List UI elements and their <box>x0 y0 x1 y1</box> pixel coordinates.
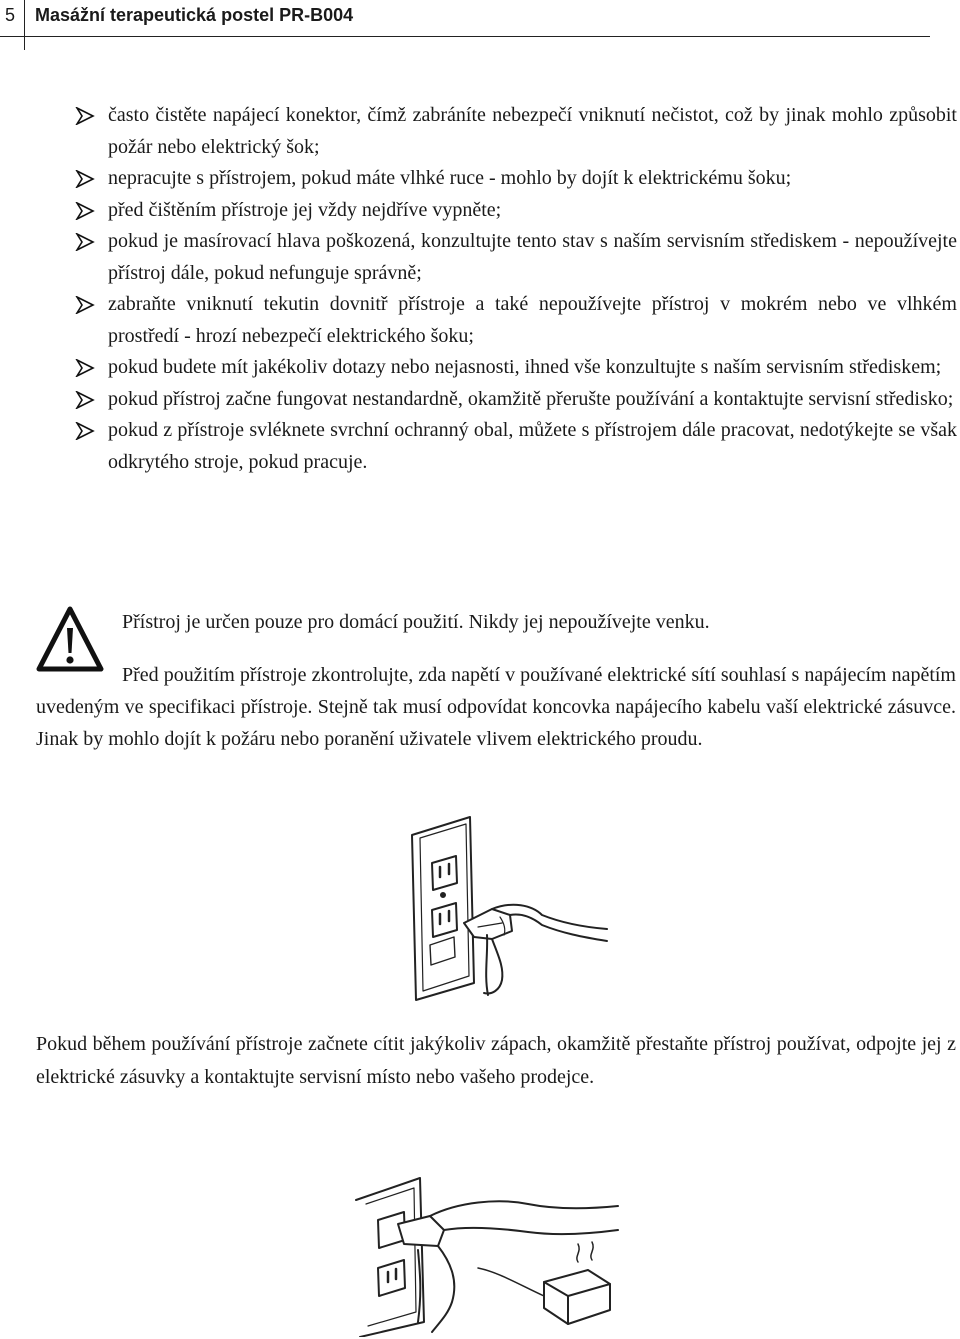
list-item <box>75 100 957 163</box>
odor-warning-paragraph: Pokud během používání přístroje začnete cítit jakýkoliv zápach, okamžitě přestaňte přístroj používat, odpojte jej z elektrické zásuvky a kontaktujte servisní místo nebo vašeho prodejce. <box>36 1033 956 1088</box>
arrow-bullet-icon <box>75 296 95 314</box>
list-item-text: zabraňte vniknutí tekutin dovnitř přístroje a také nepoužívejte přístroj v mokrém nebo ve vlhkém prostředí - hrozí nebezpečí elektrického šoku; <box>108 293 957 347</box>
voltage-paragraph: Před použitím přístroje zkontrolujte, zda napětí v používané elektrické sítí souhlasí s napájecím napětím uvedeným ve specifikaci přístroje. Stejně tak musí odpovídat koncovka napájecího kabelu vaší elektrické zásuvce. Jinak by mohlo dojít k požáru nebo poranění uživatele vlivem elektrického proudu. <box>36 664 956 750</box>
arrow-bullet-icon <box>75 422 95 440</box>
list-item <box>75 226 957 289</box>
list-item-text: pokud je masírovací hlava poškozená, konzultujte tento stav s naším servisním střediskem - nepoužívejte přístroj dále, pokud nefunguje správně; <box>108 230 957 284</box>
list-item <box>75 163 957 195</box>
list-item <box>75 415 957 478</box>
unplug-device-illustration <box>348 1172 620 1337</box>
warning-text: Přístroj je určen pouze pro domácí použití. Nikdy jej nepoužívejte venku. <box>122 611 710 633</box>
list-item <box>75 289 957 352</box>
arrow-bullet-icon <box>75 233 95 251</box>
safety-list <box>75 100 957 478</box>
document-title: Masážní terapeutická postel PR-B004 <box>35 5 354 25</box>
page-header <box>0 0 930 36</box>
list-item-text: pokud přístroj začne fungovat nestandardně, okamžitě přerušte používání a kontaktujte servisní středisko; <box>108 387 954 410</box>
arrow-bullet-icon <box>75 107 95 125</box>
list-item <box>75 195 957 227</box>
list-item-text: nepracujte s přístrojem, pokud máte vlhké ruce - mohlo by dojít k elektrickému šoku; <box>108 167 792 189</box>
arrow-bullet-icon <box>75 391 95 409</box>
arrow-bullet-icon <box>75 202 95 220</box>
list-item <box>75 384 957 416</box>
arrow-bullet-icon <box>75 170 95 188</box>
outlet-plug-illustration <box>392 805 612 1005</box>
list-item-text: pokud z přístroje svléknete svrchní ochranný obal, můžete s přístrojem dále pracovat, nedotýkejte se však odkrytého stroje, pokud pracuje. <box>108 419 957 473</box>
list-item-text: před čištěním přístroje jej vždy nejdříve vypněte; <box>108 198 502 221</box>
arrow-bullet-icon <box>75 359 95 377</box>
list-item <box>75 352 957 384</box>
header-divider-vertical <box>24 0 25 50</box>
list-item-text: pokud budete mít jakékoliv dotazy nebo nejasnosti, ihned vše konzultujte s naším servisním střediskem; <box>108 356 942 378</box>
header-divider-horizontal <box>0 36 930 37</box>
page-number: 5 <box>5 5 16 25</box>
list-item-text: často čistěte napájecí konektor, čímž zabráníte nebezpečí vniknutí nečistot, což by jinak mohlo způsobit požár nebo elektrický šok; <box>108 104 957 158</box>
